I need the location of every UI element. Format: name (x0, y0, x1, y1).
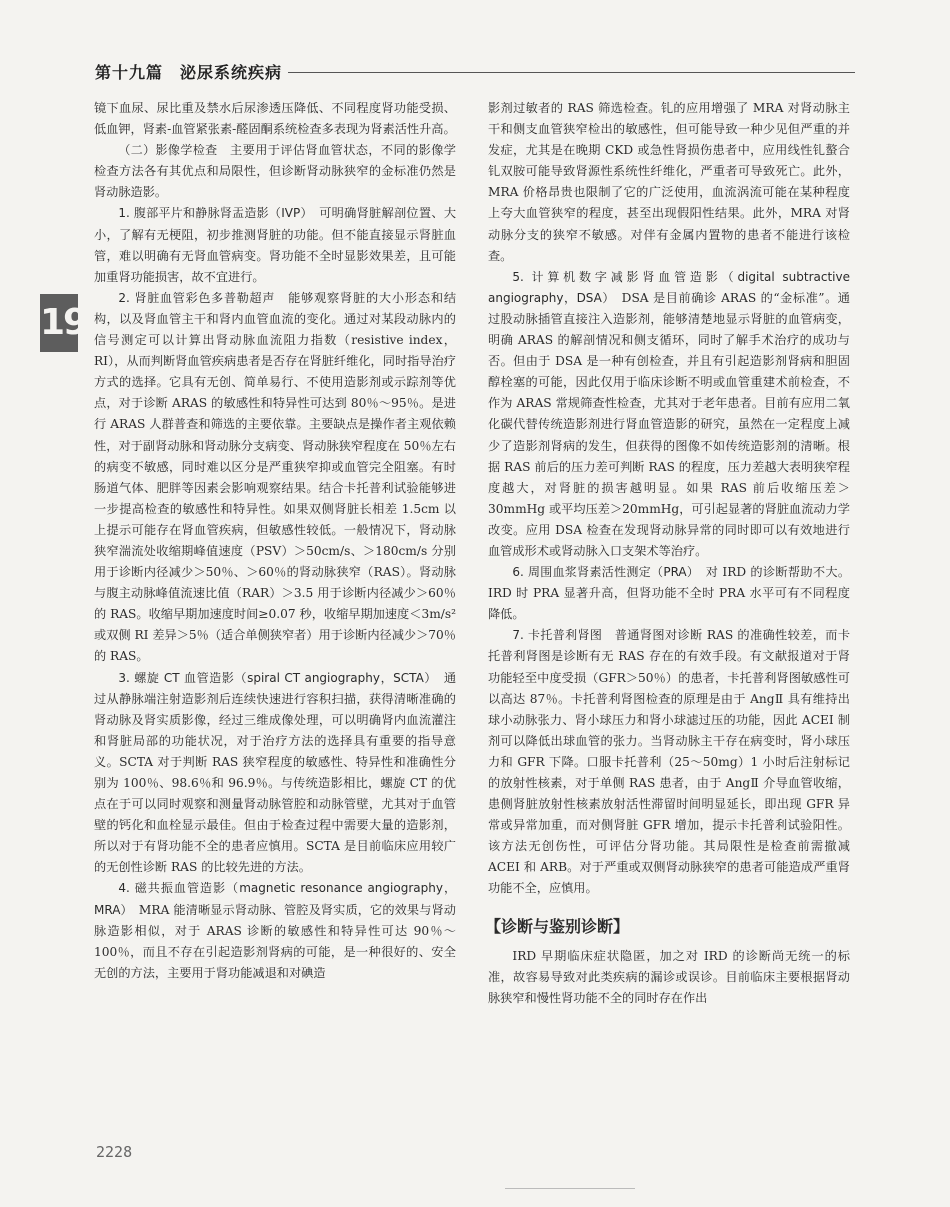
paragraph-text: 能够观察肾脏的大小形态和结构，以及肾血管主干和肾内血管血流的变化。通过对某段动脉内的信号测定可以计算出肾动脉血流阻力指数（resistive index，RI），从而判断肾血管疾病患者是否存在肾脏纤维化，同时指导治疗方式的选择。它具有无创、简单易行、不使用造影剂或示踪剂等优点，对于诊断 ARAS 的敏感性和特异性可达到 80％～95％。是进行 ARAS 人群普查和筛选的主要依靠。主要缺点是操作者主观依赖性，对于副肾动脉和肾动脉分支病变、肾动脉狭窄程度在 50％左右的病变不敏感，同时难以区分是严重狭窄抑或血管完全阻塞。有时肠道气体、肥胖等因素会影响观察结果。结合卡托普利试验能够进一步提高检查的敏感性和特异性。如果双侧肾脏长相差 1.5cm 以上提示可能存在肾血管疾病，但敏感性较低。一般情况下，肾动脉狭窄湍流处收缩期峰值速度（PSV）＞50cm/s、＞180cm/s 分别用于诊断内径减少＞50％、＞60％的肾动脉狭窄（RAS）。肾动脉与腹主动脉峰值流速比值（RAR）＞3.5 用于诊断内径减少＞60％的 RAS。收缩早期加速度时间≥0.07 秒，收缩早期加速度＜3m/s² 或双侧 RI 差异＞5％（适合单侧狭窄者）用于诊断内径减少＞70％的 RAS。 (94, 290, 457, 664)
paragraph-text: 镜下血尿、尿比重及禁水后尿渗透压降低、不同程度肾功能受损、低血钾，肾素-血管紧张素-醛固酮系统检查多表现为肾素活性升高。 (94, 101, 456, 137)
paragraph-text: 可明确肾脏解剖位置、大小，了解有无梗阻，初步推测肾脏的功能。但不能直接显示肾脏血管，难以明确有无肾血管病变。肾功能不全时显影效果差，且可能加重肾功能损害，故不宜进行。 (94, 206, 457, 284)
paragraph-heading: 5. 计算机数字减影肾血管造影（digital subtractive angiography，DSA） (488, 269, 850, 305)
running-header (95, 60, 855, 90)
left-column (94, 98, 456, 984)
paragraph-heading: 1. 腹部平片和静脉肾盂造影（IVP） (118, 206, 307, 221)
paragraph-text: MRA 能清晰显示肾动脉、管腔及肾实质，它的效果与肾动脉造影相似，对于 ARAS 诊断的敏感性和特异性可达 90％～100％，而且不存在引起造影剂肾病的可能，是一种很好的、安全无创的方法，主要用于肾功能减退和对碘造 (94, 902, 456, 980)
page-number: 2228 (96, 1143, 133, 1161)
chapter-tab: 19 (40, 294, 78, 352)
right-column (485, 98, 851, 1009)
paragraph-heading: 3. 螺旋 CT 血管造影（spiral CT angiography，SCTA） (118, 670, 432, 685)
paragraph (488, 267, 850, 562)
paragraph (94, 203, 456, 287)
paragraph-text: 主要用于评估肾血管状态，不同的影像学检查方法各有其优点和局限性，但诊断肾动脉狭窄的金标准仍然是肾动脉造影。 (94, 143, 456, 200)
paragraph (94, 140, 456, 203)
paragraph-text: 影剂过敏者的 RAS 筛选检查。钆的应用增强了 MRA 对肾动脉主干和侧支血管狭窄检出的敏感性，但可能导致一种少见但严重的并发症，尤其是在晚期 CKD 或急性肾损伤患者中，应用线性钆螯合钆双胺可能导致肾源性系统性纤维化，严重者可导致死亡。此外，MRA 价格昂贵也限制了它的广泛使用，血流涡流可能在某种程度上夸大血管狭窄的程度，甚至出现假阳性结果。此外，MRA 对肾动脉分支的狭窄不敏感。对伴有金属内置物的患者不能进行该检查。 (488, 101, 850, 263)
paragraph (94, 98, 456, 140)
header-title: 第十九篇 泌尿系统疾病 (95, 60, 288, 83)
paragraph-heading: 2. 肾脏血管彩色多普勒超声 (118, 290, 276, 305)
paragraph-heading: 6. 周围血浆肾素活性测定（PRA） (512, 565, 694, 580)
paragraph (488, 946, 850, 1009)
paragraph-text: 普通肾图对诊断 RAS 的准确性较差，而卡托普利肾图是诊断有无 RAS 存在的有效手段。有文献报道对于肾功能轻至中度受损（GFR＞50％）的患者，卡托普利肾图敏感性可以高达 87％。卡托普利肾图检查的原理是由于 AngⅡ 具有维持出球小动脉张力、肾小球压力和肾小球滤过压的功能，因此 ACEI 制剂可以降低出球血管的张力。当肾动脉主干存在病变时，肾小球压力和 GFR 下降。口服卡托普利（25～50mg）1 小时后注射标记的放射性核素，对于单侧 RAS 患者，由于 AngⅡ 介导血管收缩，患侧肾脏放射性核素放射活性滞留时间明显延长，即出现 GFR 异常或异常加重，而对侧肾脏 GFR 增加，提示卡托普利试验阳性。该方法无创伤性，可评估分肾功能。其局限性是检查前需撤减 ACEI 和 ARB。对于严重或双侧肾动脉狭窄的患者可能造成严重肾功能不全，应慎用。 (488, 628, 851, 896)
paragraph (488, 98, 850, 267)
paragraph (488, 625, 850, 899)
paragraph-heading: 7. 卡托普利肾图 (512, 628, 603, 643)
paragraph-text: DSA 是目前确诊 ARAS 的“金标准”。通过股动脉插管直接注入造影剂，能够清楚地显示肾脏的血管病变，明确 ARAS 的解剖情况和侧支循环，同时了解手术治疗的成功与否。但由于 DSA 是一种有创检查，并且有引起造影剂肾病和胆固醇栓塞的可能，因此仅用于临床诊断不明或血管重建术前检查，不作为 ARAS 常规筛查性检查，尤其对于老年患者。目前有应用二氧化碳代替传统造影剂进行肾血管造影的研究，虽然在一定程度上减少了造影剂肾病的发生，但获得的图像不如传统造影剂的清晰。根据 RAS 前后的压力差可判断 RAS 的程度，压力差越大表明狭窄程度越大，对肾脏的损害越明显。如果 RAS 前后收缩压差＞30mmHg 或平均压差＞20mmHg，可引起显著的肾脏血流动力学改变。应用 DSA 检查在发现肾动脉异常的同时即可以有效地进行血管成形术或肾动脉入口支架术等治疗。 (488, 290, 850, 558)
paragraph (94, 288, 456, 668)
paragraph-text: 对 IRD 的诊断帮助不大。IRD 时 PRA 显著升高，但肾功能不全时 PRA 水平可有不同程度降低。 (488, 565, 851, 622)
paragraph-text: 通过从静脉端注射造影剂后连续快速进行容积扫描，获得清晰准确的肾动脉及肾实质影像，经过三维成像处理，可以明确肾内血流灌注和肾脏局部的功能状况，对于治疗方法的选择具有重要的指导意义。SCTA 对于判断 RAS 狭窄程度的敏感性、特异性和准确性分别为 100％、98.6％和 96.9％。与传统造影相比，螺旋 CT 的优点在于可以同时观察和测量肾动脉管腔和动脉管壁，尤其对于血管壁的钙化和血栓显示最佳。但由于检查过程中需要大量的造影剂，所以对于有肾功能不全的患者应慎用。SCTA 是目前临床应用较广的无创性诊断 RAS 的比较先进的方法。 (94, 670, 457, 875)
footer-rule (505, 1188, 635, 1189)
paragraph-text: IRD 早期临床症状隐匿，加之对 IRD 的诊断尚无统一的标准，故容易导致对此类疾病的漏诊或误诊。目前临床主要根据肾动脉狭窄和慢性肾功能不全的同时存在作出 (488, 948, 850, 1005)
paragraph (488, 562, 850, 625)
section-heading: 【诊断与鉴别诊断】 (485, 916, 630, 936)
paragraph (94, 878, 456, 983)
paragraph-heading: 4. 磁共振血管造影（magnetic resonance angiography，MRA） (94, 881, 456, 917)
paragraph (94, 668, 456, 879)
paragraph-heading: （二）影像学检查 (118, 143, 218, 158)
